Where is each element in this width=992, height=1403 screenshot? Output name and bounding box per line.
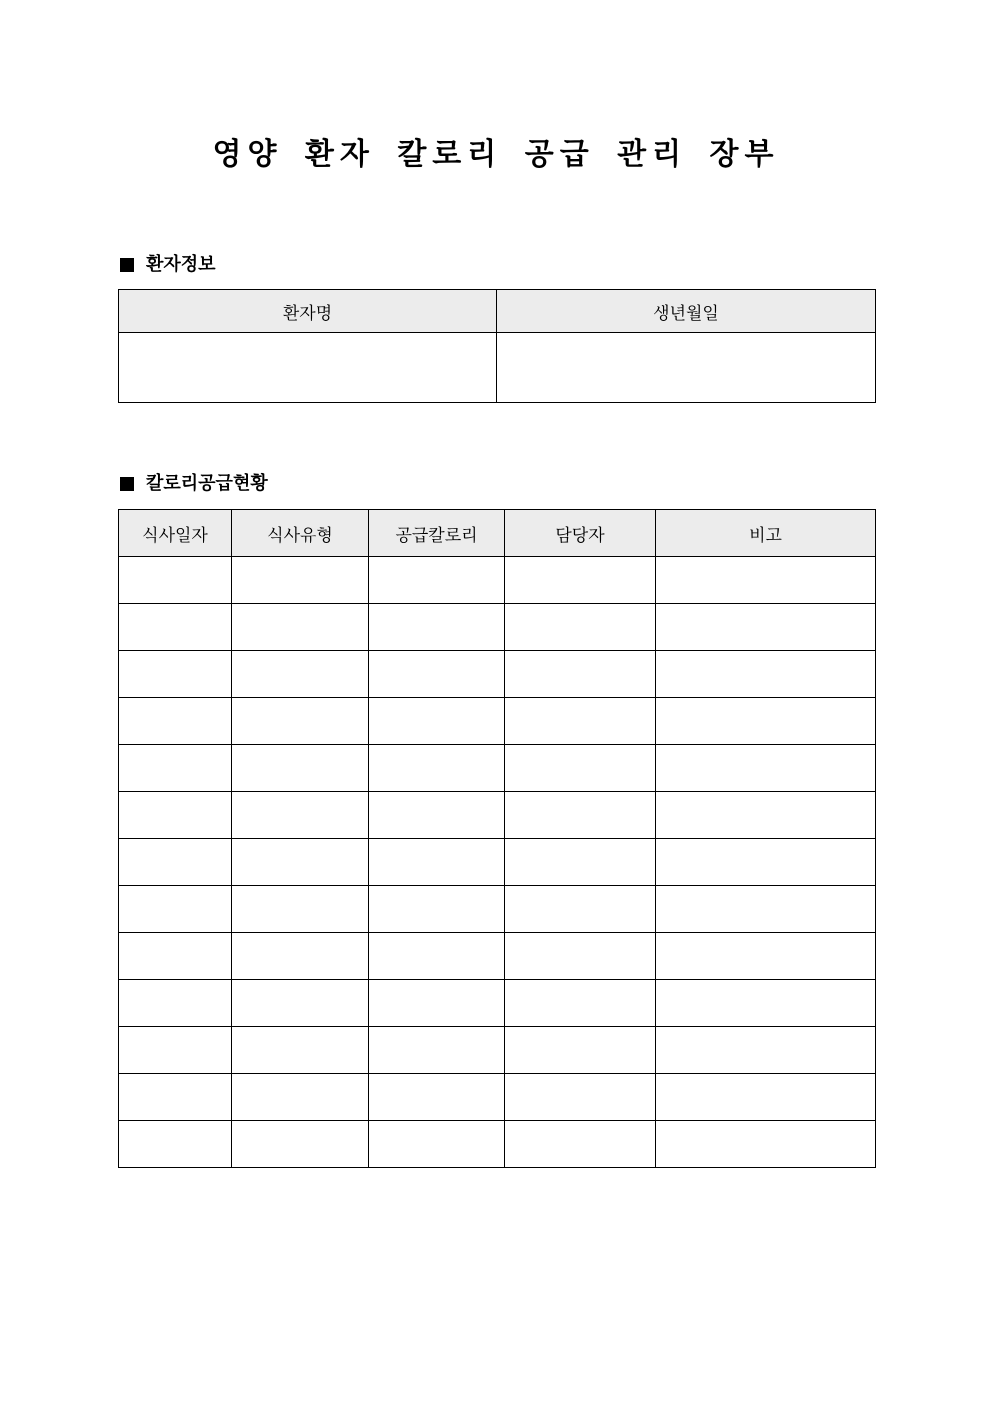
meal-type-cell[interactable] [232,886,369,933]
staff-cell[interactable] [505,604,656,651]
meal-type-cell[interactable] [232,651,369,698]
supplied-calorie-cell[interactable] [369,745,505,792]
meal-date-header: 식사일자 [119,510,232,557]
staff-header: 담당자 [505,510,656,557]
staff-cell[interactable] [505,1027,656,1074]
supplied-calorie-cell[interactable] [369,933,505,980]
calorie-supply-heading-label: 칼로리공급현황 [146,473,268,494]
staff-cell[interactable] [505,839,656,886]
supplied-calorie-cell[interactable] [369,1121,505,1168]
calorie-supply-table [118,509,876,1168]
remarks-cell[interactable] [656,1027,876,1074]
meal-date-cell[interactable] [119,1027,232,1074]
patient-name-header: 환자명 [119,290,497,333]
calorie-table-body [119,557,876,1168]
staff-cell[interactable] [505,1074,656,1121]
staff-cell[interactable] [505,651,656,698]
table-row [119,886,876,933]
remarks-cell[interactable] [656,651,876,698]
remarks-cell[interactable] [656,980,876,1027]
table-row [119,651,876,698]
meal-type-header: 식사유형 [232,510,369,557]
supplied-calorie-cell[interactable] [369,886,505,933]
supplied-calorie-cell[interactable] [369,557,505,604]
meal-date-cell[interactable] [119,557,232,604]
table-row [119,980,876,1027]
staff-cell[interactable] [505,933,656,980]
patient-info-header-row [119,290,876,333]
table-row [119,604,876,651]
table-row [119,933,876,980]
staff-cell[interactable] [505,980,656,1027]
meal-date-cell[interactable] [119,839,232,886]
staff-cell[interactable] [505,745,656,792]
remarks-cell[interactable] [656,745,876,792]
meal-type-cell[interactable] [232,792,369,839]
staff-cell[interactable] [505,886,656,933]
remarks-cell[interactable] [656,839,876,886]
meal-type-cell[interactable] [232,839,369,886]
meal-type-cell[interactable] [232,604,369,651]
meal-date-cell[interactable] [119,651,232,698]
staff-cell[interactable] [505,557,656,604]
supplied-calorie-cell[interactable] [369,980,505,1027]
supplied-calorie-cell[interactable] [369,1074,505,1121]
table-row [119,745,876,792]
meal-type-cell[interactable] [232,933,369,980]
remarks-cell[interactable] [656,557,876,604]
remarks-cell[interactable] [656,933,876,980]
table-row [119,1074,876,1121]
meal-type-cell[interactable] [232,1121,369,1168]
patient-info-heading [118,253,216,277]
birth-date-cell[interactable] [497,333,876,403]
meal-type-cell[interactable] [232,557,369,604]
remarks-cell[interactable] [656,698,876,745]
calorie-header-row [119,510,876,557]
patient-info-heading-label: 환자정보 [146,254,216,275]
staff-cell[interactable] [505,1121,656,1168]
supplied-calorie-header: 공급칼로리 [369,510,505,557]
supplied-calorie-cell[interactable] [369,839,505,886]
staff-cell[interactable] [505,792,656,839]
supplied-calorie-cell[interactable] [369,604,505,651]
square-bullet-icon [120,258,134,272]
meal-date-cell[interactable] [119,745,232,792]
meal-date-cell[interactable] [119,1074,232,1121]
meal-type-cell[interactable] [232,980,369,1027]
supplied-calorie-cell[interactable] [369,651,505,698]
meal-date-cell[interactable] [119,1121,232,1168]
remarks-cell[interactable] [656,1121,876,1168]
supplied-calorie-cell[interactable] [369,1027,505,1074]
supplied-calorie-cell[interactable] [369,792,505,839]
meal-date-cell[interactable] [119,604,232,651]
remarks-header: 비고 [656,510,876,557]
supplied-calorie-cell[interactable] [369,698,505,745]
meal-date-cell[interactable] [119,933,232,980]
meal-type-cell[interactable] [232,1027,369,1074]
table-row [119,557,876,604]
patient-info-value-row [119,333,876,403]
remarks-cell[interactable] [656,604,876,651]
document-title: 영양 환자 칼로리 공급 관리 장부 [212,137,780,172]
patient-name-cell[interactable] [119,333,497,403]
meal-type-cell[interactable] [232,745,369,792]
patient-info-table [118,289,876,403]
table-row [119,792,876,839]
meal-date-cell[interactable] [119,886,232,933]
meal-date-cell[interactable] [119,698,232,745]
meal-type-cell[interactable] [232,698,369,745]
remarks-cell[interactable] [656,1074,876,1121]
square-bullet-icon [120,477,134,491]
remarks-cell[interactable] [656,886,876,933]
birth-date-header: 생년월일 [497,290,876,333]
remarks-cell[interactable] [656,792,876,839]
calorie-supply-heading [118,472,268,496]
table-row [119,839,876,886]
table-row [119,698,876,745]
table-row [119,1121,876,1168]
staff-cell[interactable] [505,698,656,745]
meal-date-cell[interactable] [119,792,232,839]
meal-type-cell[interactable] [232,1074,369,1121]
meal-date-cell[interactable] [119,980,232,1027]
table-row [119,1027,876,1074]
